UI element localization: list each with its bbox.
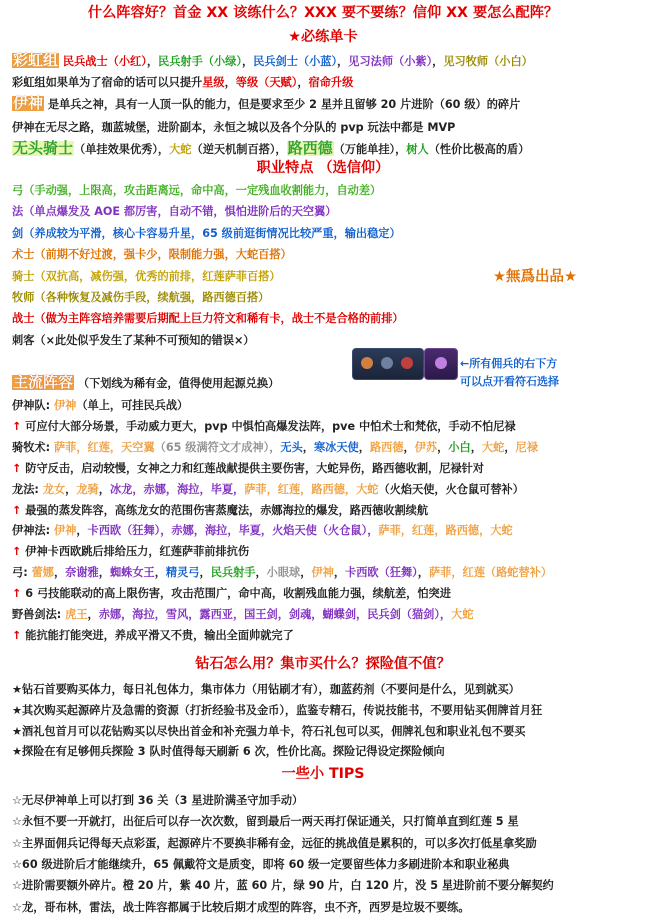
mainstream-line <box>12 375 640 391</box>
up-arrow-icon: ↑ <box>12 545 22 559</box>
yishen-desc-seg: 2 星并且留够 20 片进阶 <box>309 98 434 111</box>
knight-item-seg: （性价比极高的盾） <box>428 143 530 156</box>
knight-item-seg: 大蛇 <box>169 143 192 156</box>
team-tip-text: 防守反击，启动较慢，女神之力和红莲战献提供主要伤害，大蛇异伤，路西德收割，尼禄针对 <box>21 461 484 475</box>
team-tip <box>12 544 640 559</box>
tip-row: ☆60 级进阶后才能继续升，65 佩戴符文是质变，即将 60 级一定要留些体力多刷进阶本和职业秘典 <box>12 857 510 871</box>
team-member-seg: ， <box>403 440 415 454</box>
class-row: 骑士（双抗高，减伤强，优秀的前排，红莲萨菲百搭） <box>12 269 281 283</box>
team-row <box>12 398 640 413</box>
team-member-seg: 龙骑 <box>76 482 99 496</box>
team-row <box>12 607 640 622</box>
diamond-row: ★钻石首要购买体力，每日礼包体力，集市体力（用钻刷才有），珈蓝药剂（不要问是什么，见到就买） <box>12 683 520 696</box>
rainbow-label: 彩虹组 <box>13 51 59 69</box>
team-member-seg: ， <box>98 482 110 496</box>
team-member-seg: 卡西欧（狂舞） <box>345 566 418 580</box>
mainstream-label: 主流阵容 <box>13 373 74 391</box>
team-member-seg: 小白 <box>448 440 471 454</box>
mainstream-label-note: （下划线为稀有金，值得使用起源兑换） <box>77 377 280 390</box>
team-member-seg: 精灵弓 <box>165 566 200 580</box>
rainbow-note-seg: 等级（天赋） <box>235 76 298 89</box>
team-member-seg: ， <box>199 566 211 580</box>
tip-row: ☆永恒不要一开就打，出征后可以存一次次数，留到最后一两天再打保证通关，只打简单直到红莲 5 星 <box>12 815 519 829</box>
knight-item-seg: 树人 <box>406 143 429 156</box>
team-member-seg: 卡西欧（狂舞），赤娜，海拉，毕夏，火焰天使（火仓鼠）， <box>87 524 379 538</box>
diamond-row: ★其次购买起源碎片及急需的资源（打折经验书及金币），监鉴专精石，传说技能书，不要用钻买佣牌首月狂 <box>12 703 543 717</box>
team-member-seg: 龙女 <box>42 482 66 496</box>
team-name: 龙法: <box>12 482 43 496</box>
team-member-seg: 萨菲，红莲，路西德，大蛇 <box>378 524 513 538</box>
team-member-seg: ， <box>437 440 449 454</box>
team-name: 骑牧术: <box>12 440 54 454</box>
knight-item-seg: 路西德 <box>287 139 333 157</box>
team-member-seg: 无头 <box>280 440 303 454</box>
team-row <box>12 523 640 538</box>
team-tip <box>12 419 640 434</box>
rainbow-note-seg: 彩虹组如果单为了宿命的话可以只提升 <box>12 76 203 89</box>
rainbow-item-seg: ， <box>432 55 444 68</box>
class-row: 牧师（各种恢复及减伤手段，续航强，路西德百搭） <box>12 291 270 304</box>
diamond-row: ★酒礼包首月可以花钻购买以尽快出首金和补充强力单卡，符石礼包可以买，佣牌礼包和职业礼包不要买 <box>12 724 526 738</box>
class-row: 术士（前期不好过渡，强卡少，限制能力强，大蛇百搭） <box>12 248 292 262</box>
team-member-seg: ， <box>358 440 370 454</box>
tip-row: ☆进阶需要额外碎片。橙 20 片，紫 40 片，蓝 60 片，绿 90 片，白 120 片，没 5 星进阶前不要分解契约 <box>12 879 554 893</box>
knights-line <box>12 141 640 157</box>
rainbow-item-seg: ， <box>146 55 159 68</box>
wuwei-stamp: ★無爲出品★ <box>493 269 577 285</box>
team-tip-text: 能抗能打能突进，养成平滑又不贵，输出全面帅就完了 <box>21 628 294 642</box>
class-row: 法（单点爆发及 AOE 都厉害，自动不错，惧怕进阶后的天空翼） <box>12 205 337 219</box>
team-member-seg: 奈谢雅 <box>65 566 99 580</box>
team-member-seg: ， <box>504 440 516 454</box>
section-heading-class: 职业特点 （选信仰） <box>256 160 390 176</box>
team-member-seg: 萨菲，红莲，天空翼 <box>53 440 155 454</box>
team-tip-text: 6 弓技能联动的高上限伤害，攻击范围广，命中高，收割残血能力强，续航差，怕突进 <box>21 587 451 601</box>
rainbow-note-seg: 星级 <box>202 76 225 89</box>
team-member-seg: ， <box>53 566 66 580</box>
rainbow-line <box>12 53 640 69</box>
team-name: 伊神队: <box>12 399 54 412</box>
class-row: 刺客（×此处似乎发生了某种不可预知的错误×） <box>12 333 255 347</box>
team-member-seg: 路西德 <box>369 440 404 454</box>
team-member-seg: ， <box>300 566 312 580</box>
team-member-seg: ，赤娜，海拉，毕夏， <box>132 482 245 496</box>
team-member-seg: 赤娜，海拉，雪风，露西亚，国王剑，剑魂，蝴蝶剑，民兵剑（猫剑）， <box>98 608 452 621</box>
team-member-seg: 伊神 <box>53 524 77 538</box>
team-member-seg: 民兵射手 <box>210 566 256 580</box>
yishen-note: 伊神在无尽之路，珈蓝城堡，进阶副本，永恒之城以及各个分队的 pvp 玩法中都是 MVP <box>12 121 456 134</box>
team-name: 弓: <box>12 566 32 580</box>
team-tip-text: 伊神卡西欧跳后排给压力，红莲萨菲前排抗伤 <box>21 545 250 559</box>
team-member-seg: 伊神 <box>311 566 334 580</box>
rainbow-item-seg: 民兵战士（小红） <box>62 55 147 68</box>
class-row: 弓（手动强，上限高，攻击距离远，命中高，一定残血收割能力，自动差） <box>12 184 382 197</box>
section-heading-tips: 一些小 TIPS <box>281 766 365 782</box>
rune-note-2: 可以点开看符石选择 <box>460 375 559 388</box>
up-arrow-icon: ↑ <box>12 503 22 517</box>
up-arrow-icon: ↑ <box>12 587 22 601</box>
section-heading-must: ★必练单卡 <box>288 29 358 45</box>
rainbow-item-seg: 见习法师（小紫） <box>348 55 433 68</box>
rune-note-1: ←所有佣兵的右下方 <box>460 357 558 370</box>
knight-item-seg: （单挂效果优秀）， <box>74 143 170 156</box>
team-tip <box>12 586 640 601</box>
tip-row: ☆无尽伊神单上可以打到 36 关（3 星进阶满圣守加手动） <box>12 794 304 807</box>
team-member-seg: ， <box>98 566 110 580</box>
team-tip-text: 可应付大部分场景，手动威力更大，pvp 中惧怕高爆发法阵，pve 中怕术士和梵依，手动不怕尼禄 <box>21 419 516 433</box>
yishen-line <box>12 96 640 112</box>
team-member-seg: 萨菲，红莲，路西德，大蛇 <box>244 482 379 496</box>
rainbow-note-seg: ， <box>224 76 236 89</box>
rainbow-note <box>12 75 640 90</box>
team-member-seg: 小眼球 <box>266 566 301 580</box>
team-member-seg: ， <box>470 440 482 454</box>
team-member-seg: 伊神 <box>53 399 77 412</box>
team-member-seg: 伊苏 <box>414 440 438 454</box>
knight-item-seg: （逆天机制百搭）， <box>191 143 287 156</box>
team-name: 野兽剑法: <box>12 608 66 621</box>
team-member-seg: 冰龙 <box>109 482 133 496</box>
team-member-seg: （65 级满符文才成神）， <box>154 440 281 454</box>
up-arrow-icon: ↑ <box>12 628 22 642</box>
yishen-desc <box>48 98 520 111</box>
tip-row: ☆龙，哥布林，雷法，战士阵容都属于比较后期才成型的阵容，虫不齐，西罗是垃圾不要练。 <box>12 900 470 914</box>
team-member-seg: ， <box>255 566 267 580</box>
diamond-row: ★探险在有足够佣兵探险 3 队时值得每天刷新 6 次，性价比高。探险记得设定探险倾向 <box>12 745 445 759</box>
team-member-seg: 蜘蛛女王 <box>109 566 155 580</box>
tip-row: ☆主界面佣兵记得每天点彩蛋，起源碎片不要换非稀有金，远征的挑战值是累积的，可以多次打低星拿奖励 <box>12 836 537 850</box>
yishen-label: 伊神 <box>13 94 44 112</box>
team-tip-text: 最强的蒸发阵容，高练龙女的范围伤害蒸魔法，赤娜海拉的爆发，路西德收割续航 <box>21 503 429 517</box>
team-name: 伊神法: <box>12 524 54 538</box>
team-row <box>12 440 640 455</box>
up-arrow-icon: ↑ <box>12 461 22 475</box>
team-member-seg: （火焰天使，火仓鼠可替补） <box>378 482 524 496</box>
rainbow-note-seg: 宿命升级 <box>308 76 354 89</box>
rainbow-item-seg: ， <box>241 55 254 68</box>
section-heading-diamond: 钻石怎么用？集市买什么？探险值不值？ <box>195 656 451 672</box>
team-member-seg: ， <box>76 524 88 538</box>
team-member-seg: ， <box>87 608 99 621</box>
team-member-seg: 大蛇 <box>451 608 474 621</box>
team-member-seg: ， <box>154 566 166 580</box>
yishen-desc-seg: （60 级）的碎片 <box>433 98 521 111</box>
up-arrow-icon: ↑ <box>12 419 22 433</box>
team-member-seg: ， <box>302 440 314 454</box>
team-row <box>12 482 640 497</box>
team-member-seg: 大蛇 <box>481 440 505 454</box>
team-member-seg: 蕾娜 <box>31 566 54 580</box>
knight-item-seg: 无头骑士 <box>13 139 74 157</box>
rainbow-item-seg: 见习牧师（小白） <box>443 55 533 68</box>
team-tip <box>12 503 640 518</box>
rainbow-list <box>63 55 533 68</box>
team-tip <box>12 628 640 643</box>
team-member-seg: 虎王 <box>65 608 88 621</box>
team-member-seg: 萨菲，红莲（路蛇替补） <box>428 566 553 580</box>
team-member-seg: ， <box>65 482 77 496</box>
class-row: 战士（做为主阵容培养需要后期配上巨力符文和稀有卡，战士不是合格的前排） <box>12 312 404 326</box>
team-member-seg: （单上，可挂民兵战） <box>76 399 189 412</box>
team-tip <box>12 461 640 476</box>
rainbow-note-seg: ， <box>297 76 309 89</box>
yishen-desc-seg: 是单兵之神，具有一人顶一队的能力，但是要求至少 <box>47 98 310 111</box>
rainbow-item-seg: 民兵射手（小绿） <box>158 55 242 68</box>
team-row <box>12 565 640 580</box>
page-title: 什么阵容好？首金 XX 该练什么？XXX 要不要练？信仰 XX 要怎么配阵？ <box>87 5 559 21</box>
class-row: 剑（养成较为平滑，核心卡容易升星，65 级前逛街情况比较严重，输出稳定） <box>12 226 401 240</box>
team-member-seg: 尼禄 <box>515 440 538 454</box>
rainbow-item-seg: ， <box>337 55 349 68</box>
rainbow-item-seg: 民兵剑士（小蓝） <box>253 55 338 68</box>
team-member-seg: ， <box>417 566 429 580</box>
knight-item-seg: （万能单挂）， <box>333 143 407 156</box>
team-member-seg: ， <box>333 566 346 580</box>
team-member-seg: 寒冰天使 <box>313 440 359 454</box>
